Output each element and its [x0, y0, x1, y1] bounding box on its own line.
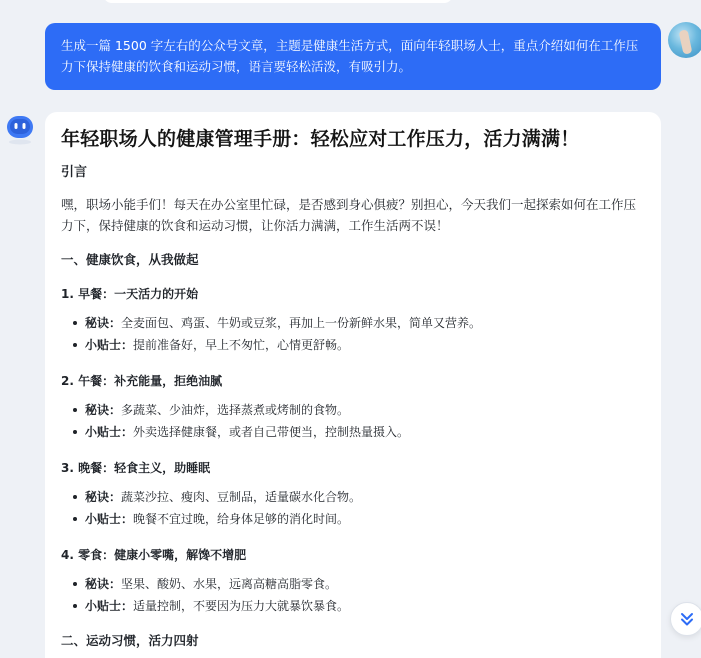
list-item [85, 508, 644, 530]
list-item [85, 573, 644, 595]
assistant-answer-card [45, 112, 661, 658]
tip-text: 多蔬菜、少油炸，选择蒸煮或烤制的食物。 [121, 403, 350, 417]
tip-key: 小贴士： [85, 338, 134, 352]
tip-key: 秘诀： [85, 490, 122, 504]
meal-heading-dinner: 3. 晚餐：轻食主义，助睡眠 [61, 461, 211, 475]
tip-text: 全麦面包、鸡蛋、牛奶或豆浆，再加上一份新鲜水果，简单又营养。 [121, 316, 482, 330]
tip-list-snacks [61, 573, 644, 617]
tip-text: 适量控制，不要因为压力大就暴饮暴食。 [133, 599, 350, 613]
meal-heading-breakfast: 1. 早餐：一天活力的开始 [61, 287, 199, 301]
list-item [85, 595, 644, 617]
tip-list-dinner [61, 486, 644, 530]
double-chevron-down-icon [678, 610, 696, 628]
scroll-to-bottom-button[interactable] [670, 602, 701, 636]
list-item [85, 421, 644, 443]
article-title: 年轻职场人的健康管理手册：轻松应对工作压力，活力满满！ [61, 128, 580, 150]
meal-heading-snacks: 4. 零食：健康小零嘴，解馋不增肥 [61, 548, 247, 562]
tip-list-lunch [61, 399, 644, 443]
user-avatar-figure [679, 29, 693, 54]
list-item [85, 334, 644, 356]
tip-key: 小贴士： [85, 512, 134, 526]
list-item [85, 486, 644, 508]
user-message-text: 生成一篇 1500 字左右的公众号文章，主题是健康生活方式，面向年轻职场人士，重点介绍如何在工作压力下保持健康的饮食和运动习惯，语言要轻松活泼，有吸引力。 [61, 38, 639, 74]
list-item [85, 312, 644, 334]
tip-text: 晚餐不宜过晚，给身体足够的消化时间。 [133, 512, 350, 526]
intro-heading: 引言 [61, 165, 88, 180]
tip-key: 秘诀： [85, 577, 122, 591]
previous-message-card [103, 0, 453, 3]
meal-heading-lunch: 2. 午餐：补充能量，拒绝油腻 [61, 374, 223, 388]
tip-key: 秘诀： [85, 403, 122, 417]
section-heading-exercise: 二、运动习惯，活力四射 [61, 633, 199, 648]
section-heading-diet: 一、健康饮食，从我做起 [61, 252, 199, 267]
tip-key: 小贴士： [85, 425, 134, 439]
list-item [85, 399, 644, 421]
user-avatar[interactable] [668, 22, 701, 58]
tip-key: 秘诀： [85, 316, 122, 330]
intro-paragraph: 嘿，职场小能手们！每天在办公室里忙碌，是否感到身心俱疲？别担心，今天我们一起探索如何在工作压力下，保持健康的饮食和运动习惯，让你活力满满，工作生活两不误！ [61, 197, 637, 233]
tip-text: 坚果、酸奶、水果，远离高糖高脂零食。 [121, 577, 338, 591]
tip-text: 提前准备好，早上不匆忙，心情更舒畅。 [133, 338, 350, 352]
tip-text: 外卖选择健康餐，或者自己带便当，控制热量摄入。 [133, 425, 410, 439]
bot-avatar-icon [3, 112, 37, 146]
tip-list-breakfast [61, 312, 644, 356]
tip-text: 蔬菜沙拉、瘦肉、豆制品，适量碳水化合物。 [121, 490, 362, 504]
user-message-bubble [45, 23, 661, 90]
tip-key: 小贴士： [85, 599, 134, 613]
